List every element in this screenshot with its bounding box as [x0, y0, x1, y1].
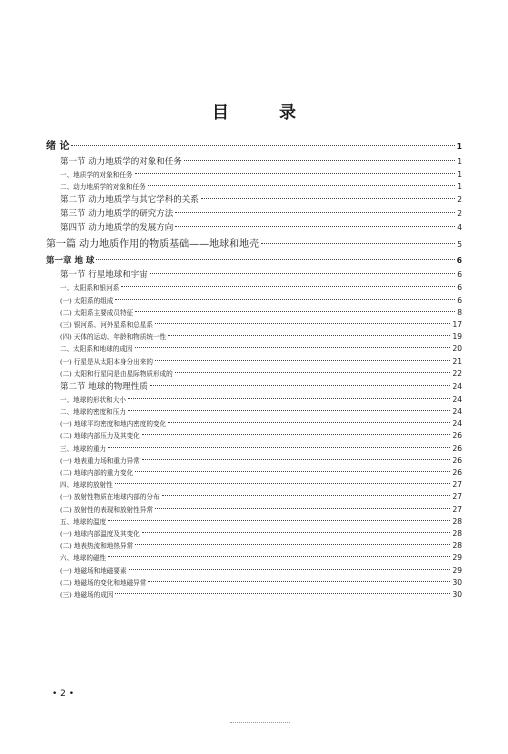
toc-entry	[46, 295, 462, 307]
dot-leader	[148, 185, 456, 186]
toc-entry	[46, 455, 462, 467]
toc-entry	[46, 565, 462, 577]
toc-entry-label: 一、地球的形状和大小	[60, 395, 126, 404]
dot-leader	[108, 447, 450, 448]
toc-entry-label: (一) 行星是从太阳本身分出来的	[60, 357, 153, 366]
dot-leader	[142, 434, 451, 435]
toc-entry-label: 六、地球的磁性	[60, 554, 107, 563]
toc-entry	[46, 331, 462, 343]
dot-leader	[115, 593, 450, 594]
toc-entry-page: 26	[452, 468, 462, 477]
toc-entry	[46, 528, 462, 540]
toc-entry-label: (一) 地表重力场和重力异常	[60, 456, 140, 465]
toc-entry-label: (二) 放射性的表现和放射性异常	[60, 505, 153, 514]
toc-entry-label: 五、地球的温度	[60, 517, 107, 526]
toc-entry-label: 第一节 行星地球和宇宙	[60, 270, 148, 281]
toc-entry	[46, 221, 462, 235]
toc-entry	[46, 169, 462, 181]
toc-entry	[46, 237, 462, 252]
dot-leader	[115, 299, 455, 300]
toc-entry	[46, 577, 462, 589]
toc-entry-page: 26	[452, 443, 462, 453]
toc-entry-page: 6	[456, 256, 462, 266]
dot-leader	[142, 459, 451, 460]
toc-entry	[46, 193, 462, 207]
toc-entry-label: 四、地球的放射性	[60, 481, 113, 490]
toc-entry-page: 29	[452, 565, 462, 575]
toc-entry-label: (二) 太阳系主要成员特征	[60, 308, 134, 317]
toc-entry-label: 二、太阳系和地球的成因	[60, 345, 133, 354]
toc-entry	[46, 589, 462, 601]
toc-entry	[46, 307, 462, 319]
dot-leader	[155, 323, 450, 324]
dot-leader	[135, 544, 450, 545]
dot-leader	[108, 556, 450, 557]
dot-leader	[150, 385, 451, 386]
toc-entry-page: 1	[457, 182, 462, 192]
toc-entry-page: 24	[452, 419, 462, 429]
dot-leader	[128, 410, 451, 411]
toc-entry-label: 第一节 动力地质学的对象和任务	[60, 157, 182, 167]
toc-entry	[46, 394, 462, 406]
toc-entry-page: 19	[452, 332, 462, 342]
toc-entry	[46, 139, 462, 155]
toc-entry-page: 2	[457, 195, 462, 205]
toc-entry-page: 30	[452, 589, 462, 599]
dot-leader	[155, 360, 450, 361]
toc-entry-page: 24	[452, 381, 462, 391]
toc-entry	[46, 504, 462, 516]
toc-entry	[46, 181, 462, 193]
toc-entry-label: 三、地球的重力	[60, 444, 107, 453]
toc-entry-page: 22	[452, 368, 462, 378]
toc-entry-page: 26	[452, 431, 462, 441]
toc-entry	[46, 319, 462, 331]
toc-entry-page: 2	[457, 209, 462, 219]
page-number: • 2 •	[52, 689, 75, 699]
toc-entry-label: (二) 地磁场的变化和地磁异常	[60, 578, 147, 587]
toc-entry-page: 27	[452, 504, 462, 514]
toc-entry-label: (一) 地球平均密度和地内密度的变化	[60, 420, 167, 429]
dot-leader	[128, 398, 451, 399]
toc-entry-label: 第二节 动力地质学与其它学科的关系	[60, 195, 199, 206]
toc-entry	[46, 356, 462, 368]
dot-leader	[142, 532, 451, 533]
dot-leader	[71, 145, 454, 146]
dot-leader	[184, 160, 456, 161]
toc-entry	[46, 282, 462, 294]
toc-entry-page: 8	[457, 307, 462, 317]
toc-entry-page: 30	[452, 577, 462, 587]
toc-entry-page: 4	[457, 223, 462, 233]
dot-leader	[155, 508, 450, 509]
toc-entry-page: 27	[452, 492, 462, 502]
dot-leader	[135, 173, 456, 174]
dot-leader	[129, 569, 451, 570]
toc-entry-page: 24	[452, 407, 462, 417]
dot-leader	[150, 273, 456, 274]
toc-entry-label: (三) 银河系、河外星系和总星系	[60, 320, 153, 329]
toc-entry-page: 20	[452, 344, 462, 354]
toc-entry	[46, 380, 462, 394]
toc-entry-label: (二) 地球内部的重力变化	[60, 469, 134, 477]
toc-entry-label: 第三节 动力地质学的研究方法	[60, 209, 174, 220]
toc-entry	[46, 418, 462, 430]
toc-entry-page: 26	[452, 455, 462, 465]
dot-leader	[135, 347, 451, 348]
toc-entry-page: 1	[456, 142, 462, 151]
dot-leader	[168, 422, 450, 423]
toc-entry-label: (一) 放射性物质在地球内部的分布	[60, 493, 160, 502]
toc-entry-label: 第一章 地 球	[46, 256, 95, 267]
toc-entry	[46, 540, 462, 552]
dot-leader	[96, 259, 454, 260]
toc-entry-label: (四) 天体的运动、年龄和物质统一性	[60, 333, 167, 342]
toc-entry-page: 28	[452, 528, 462, 538]
dot-leader	[115, 483, 451, 484]
toc-entry-page: 5	[457, 240, 462, 250]
toc-entry	[46, 406, 462, 418]
table-of-contents	[46, 139, 462, 601]
dot-leader	[135, 471, 450, 472]
toc-entry-label: (二) 地表热流和地热异常	[60, 542, 134, 551]
toc-entry-page: 28	[452, 541, 462, 551]
scan-mark	[230, 720, 290, 723]
dot-leader	[108, 520, 450, 521]
toc-entry	[46, 479, 462, 491]
dot-leader	[135, 311, 455, 312]
dot-leader	[148, 581, 450, 582]
toc-entry	[46, 467, 462, 479]
toc-entry	[46, 268, 462, 282]
toc-entry-label: 二、地球的密度和压力	[60, 408, 126, 417]
toc-entry	[46, 207, 462, 221]
toc-entry-label: 第四节 动力地质学的发展方向	[60, 223, 174, 234]
toc-entry-label: (一) 太阳系的组成	[60, 296, 114, 305]
toc-entry-label: (二) 地球内部压力及其变化	[60, 432, 140, 441]
toc-entry	[46, 516, 462, 528]
toc-entry	[46, 343, 462, 355]
dot-leader	[201, 198, 456, 199]
dot-leader	[175, 372, 451, 373]
toc-entry-label: 第一篇 动力地质作用的物质基础——地球和地壳	[46, 239, 260, 251]
toc-entry-label: 二、动力地质学的对象和任务	[60, 183, 146, 192]
toc-entry	[46, 430, 462, 442]
toc-entry-page: 1	[457, 157, 462, 166]
toc-entry	[46, 443, 462, 455]
toc-entry-page: 17	[452, 319, 462, 329]
toc-entry-label: 第二节 地球的物理性质	[60, 381, 148, 392]
toc-entry-label: (一) 地磁场和地磁要素	[60, 566, 127, 575]
dot-leader	[175, 226, 455, 227]
toc-entry-page: 1	[457, 170, 462, 179]
toc-entry-page: 29	[452, 553, 462, 563]
toc-entry	[46, 491, 462, 503]
dot-leader	[175, 212, 455, 213]
toc-entry-page: 24	[452, 394, 462, 404]
toc-entry-label: (二) 太阳和行星同是由星际物质形成的	[60, 369, 173, 378]
toc-entry-label: 绪 论	[46, 141, 70, 152]
dot-leader	[168, 335, 450, 336]
toc-entry-page: 21	[452, 356, 462, 366]
toc-entry-label: 一、地质学的对象和任务	[60, 171, 133, 179]
toc-entry-label: 一、太阳系和银河系	[60, 284, 120, 293]
toc-entry-label: (一) 地球内部温度及其变化	[60, 529, 140, 538]
toc-entry-page: 27	[452, 480, 462, 490]
toc-entry	[46, 254, 462, 268]
toc-entry-page: 6	[457, 270, 462, 280]
page-title: 目 录	[212, 103, 318, 123]
toc-entry-label: (三) 地磁场的成因	[60, 590, 114, 599]
toc-entry-page: 6	[457, 295, 462, 305]
dot-leader	[261, 243, 455, 244]
toc-entry-page: 6	[457, 283, 462, 293]
toc-entry	[46, 552, 462, 564]
dot-leader	[162, 495, 451, 496]
toc-entry	[46, 368, 462, 380]
toc-entry-page: 28	[452, 516, 462, 526]
dot-leader	[121, 286, 455, 287]
toc-entry	[46, 155, 462, 169]
